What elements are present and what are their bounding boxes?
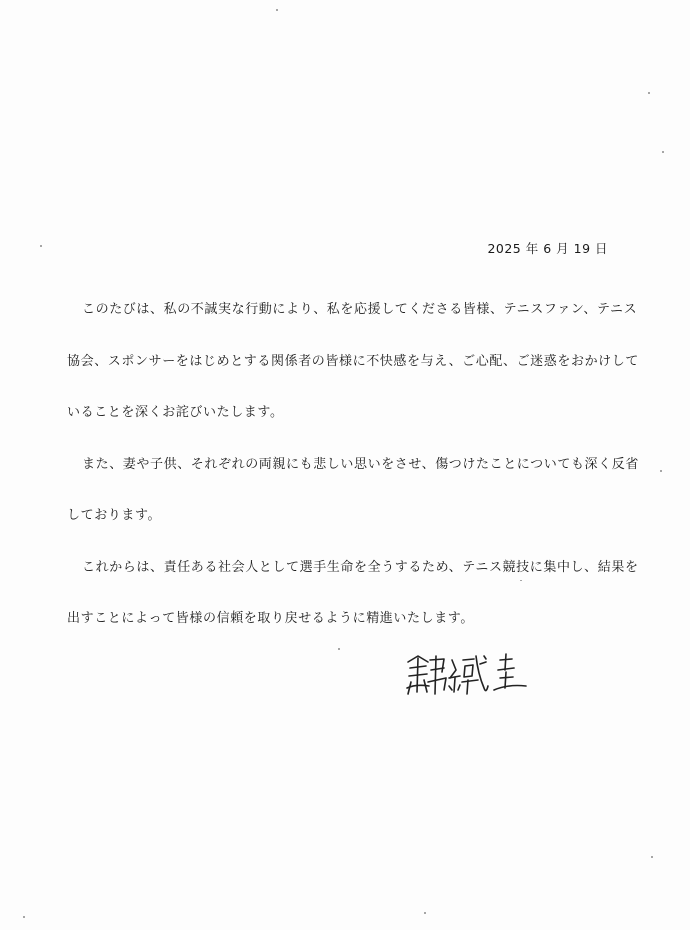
scan-speck: [424, 912, 426, 914]
scan-speck: [520, 580, 522, 581]
scan-speck: [276, 9, 278, 11]
scan-speck: [651, 856, 653, 858]
scan-speck: [648, 92, 650, 94]
scan-speck: [662, 151, 664, 153]
scan-speck: [338, 648, 340, 650]
paragraph-1-line-1: このたびは、私の不誠実な行動により、私を応援してくださる皆様、テニスファン、テニス: [82, 302, 638, 317]
paragraph-3-line-1: これからは、責任ある社会人として選手生命を全うするため、テニス競技に集中し、結果を: [82, 560, 639, 575]
paragraph-3-line-2: 出すことによって皆様の信頼を取り戻せるように精進いたします。: [67, 611, 474, 626]
scan-speck: [660, 470, 662, 472]
document-date: 2025 年 6 月 19 日: [487, 241, 608, 256]
paragraph-2-line-1: また、妻や子供、それぞれの両親にも悲しい思いをさせ、傷つけたことについても深く反省: [82, 457, 639, 472]
handwritten-signature: [400, 648, 530, 708]
paragraph-1-line-2: 協会、スポンサーをはじめとする関係者の皆様に不快感を与え、ご心配、ご迷惑をおかけして: [67, 354, 639, 369]
paragraph-2-line-2: しております。: [67, 508, 162, 523]
scan-speck: [23, 916, 25, 918]
scan-speck: [40, 245, 42, 247]
paragraph-1-line-3: いることを深くお詫びいたします。: [67, 405, 284, 420]
